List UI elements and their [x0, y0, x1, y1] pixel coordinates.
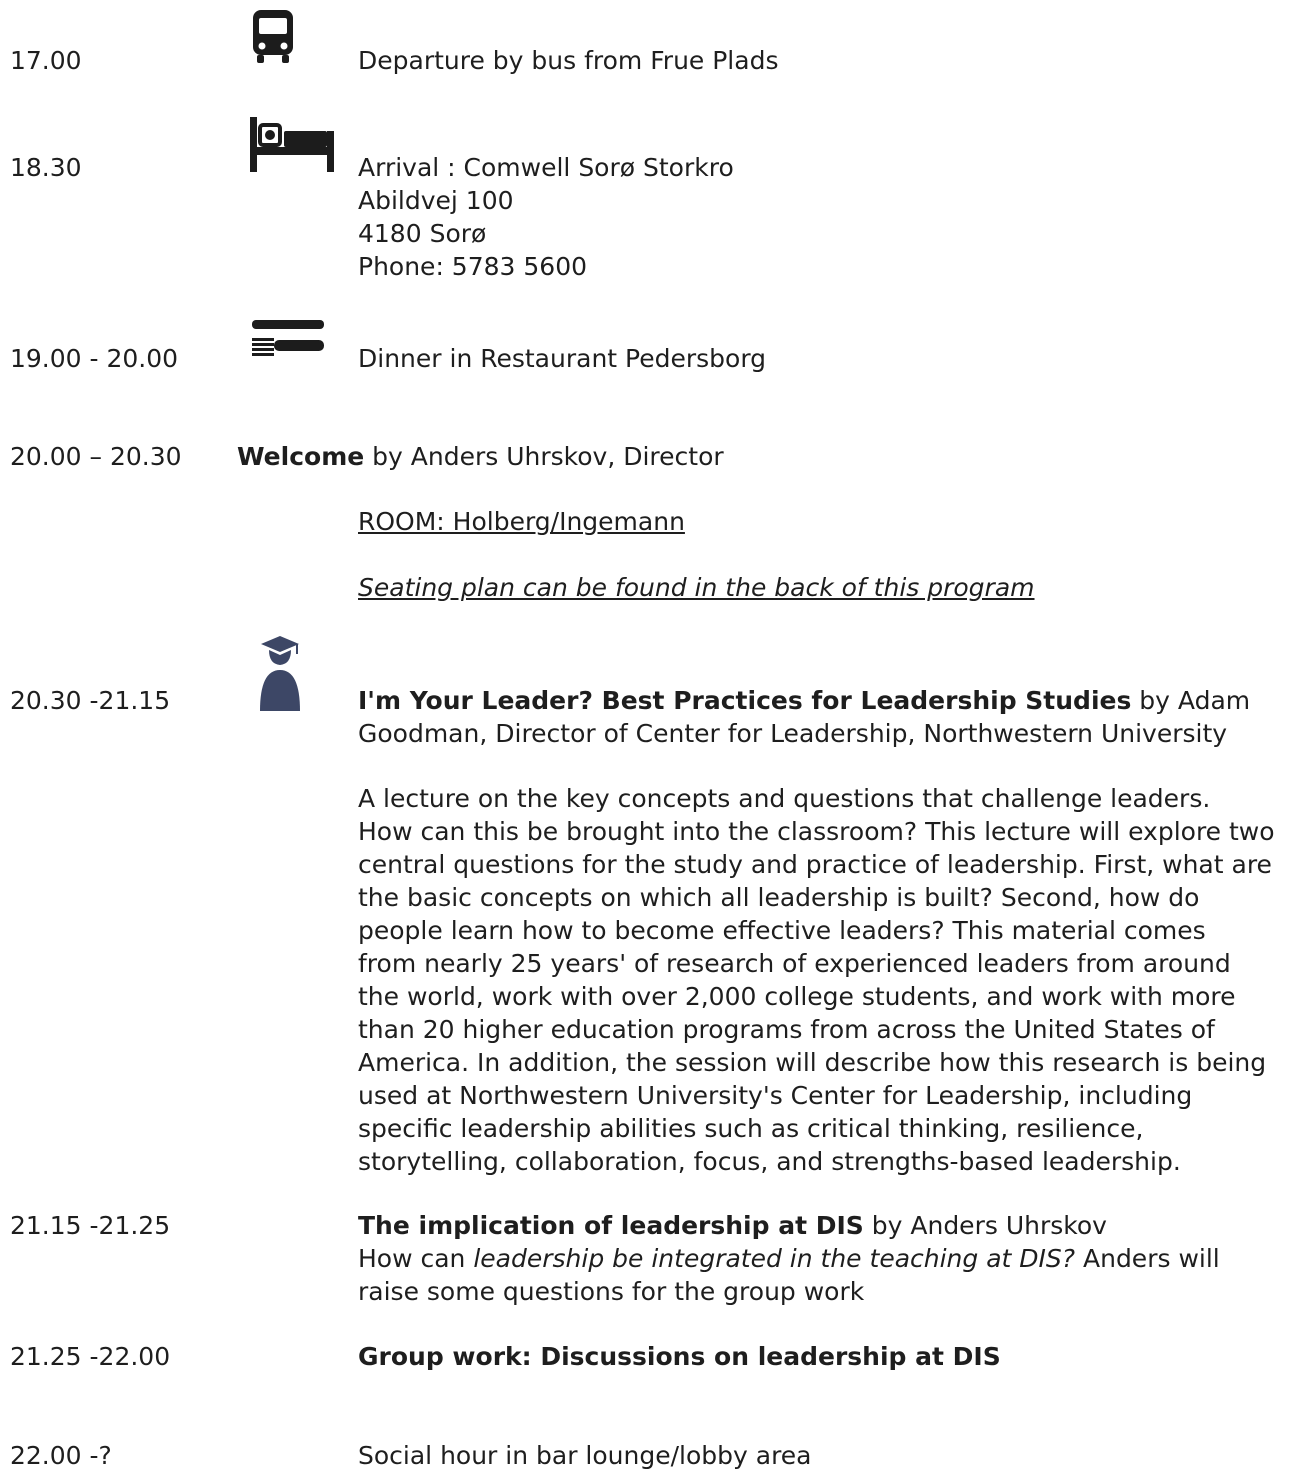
lecture-desc-line: specific leadership abilities such as critical thinking, resilience, [358, 1114, 1144, 1143]
time-2000: 20.00 – 20.30 [10, 442, 182, 471]
lecture-desc-line: from nearly 25 years' of research of experienced leaders from around [358, 949, 1231, 978]
arrival-line-3: 4180 Sorø [358, 219, 487, 248]
time-2115: 21.15 -21.25 [10, 1211, 171, 1240]
lecture-desc-line: A lecture on the key concepts and questions that challenge leaders. [358, 784, 1211, 813]
arrival-line-2: Abildvej 100 [358, 186, 514, 215]
social-hour-text: Social hour in bar lounge/lobby area [358, 1441, 812, 1470]
implication-desc-line-2: raise some questions for the group work [358, 1277, 865, 1306]
time-1830: 18.30 [10, 153, 82, 182]
group-work-title: Group work: Discussions on leadership at DIS [358, 1342, 1001, 1371]
lecture-desc-line: people learn how to become effective leaders? This material comes [358, 916, 1206, 945]
time-2200: 22.00 -? [10, 1441, 112, 1470]
lecture-desc-line: used at Northwestern University's Center for Leadership, including [358, 1081, 1193, 1110]
room-label: ROOM: Holberg/Ingemann [358, 507, 685, 536]
lecture-speaker: by Adam Goodman, Director of Center for Leadership, Northwestern University [358, 686, 1251, 748]
seating-plan-note: Seating plan can be found in the back of this program [358, 573, 1035, 602]
implication-desc-a: How can [358, 1244, 474, 1273]
lecture-desc-line: storytelling, collaboration, focus, and strengths-based leadership. [358, 1147, 1181, 1176]
welcome-speaker: by Anders Uhrskov, Director [364, 442, 724, 471]
cutlery-icon [250, 320, 325, 358]
bed-icon [250, 117, 335, 172]
time-2030: 20.30 -21.15 [10, 686, 171, 715]
lecture-desc-line: America. In addition, the session will describe how this research is being [358, 1048, 1267, 1077]
lecture-desc-line: than 20 higher education programs from across the United States of [358, 1015, 1215, 1044]
dinner-text: Dinner in Restaurant Pedersborg [358, 344, 767, 373]
lecture-title: I'm Your Leader? Best Practices for Leadership Studies [358, 686, 1132, 715]
bus-departure-text: Departure by bus from Frue Plads [358, 46, 779, 75]
welcome-title: Welcome [237, 442, 365, 471]
arrival-line-4: Phone: 5783 5600 [358, 252, 588, 281]
time-1700: 17.00 [10, 46, 82, 75]
implication-speaker: by Anders Uhrskov [863, 1211, 1107, 1240]
bus-icon [251, 10, 295, 64]
lecture-heading [358, 684, 1278, 750]
implication-heading [358, 1209, 1107, 1242]
lecture-desc-line: central questions for the study and practice of leadership. First, what are [358, 850, 1272, 879]
lecture-desc-line: the basic concepts on which all leadership is built? Second, how do [358, 883, 1200, 912]
welcome-line [237, 440, 724, 473]
lecture-desc-line: the world, work with over 2,000 college students, and work with more [358, 982, 1236, 1011]
arrival-line-1: Arrival : Comwell Sorø Storkro [358, 153, 734, 182]
lecture-desc-line: How can this be brought into the classroom? This lecture will explore two [358, 817, 1275, 846]
time-1900: 19.00 - 20.00 [10, 344, 179, 373]
time-2125: 21.25 -22.00 [10, 1342, 171, 1371]
implication-title: The implication of leadership at DIS [358, 1211, 864, 1240]
graduate-icon [257, 634, 303, 712]
implication-desc-b: leadership be integrated in the teaching at DIS? [473, 1244, 1076, 1273]
implication-desc-line-1 [358, 1242, 1220, 1275]
implication-desc-c: Anders will [1075, 1244, 1220, 1273]
